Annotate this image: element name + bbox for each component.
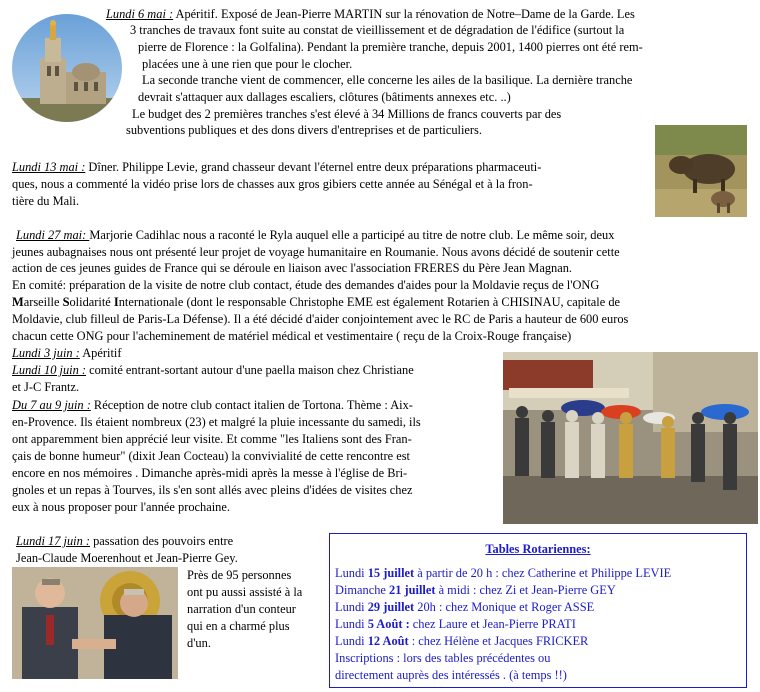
section-10-juin-line-1: Lundi 10 juin : comité entrant-sortant autour d'une paella maison chez Christiane (12, 363, 414, 377)
section-13-mai-line-1: Lundi 13 mai : Dîner. Philippe Levie, grand chasseur devant l'éternel entre deux préparations pharmaceuti- (12, 160, 542, 174)
tables-rotariennes-title: Tables Rotariennes: (485, 542, 591, 556)
section-13-mai-line-3: tière du Mali. (12, 194, 80, 208)
section-3-juin-date: Lundi 3 juin : (12, 346, 80, 360)
section-7-9-juin-line-7: eux à nous proposer pour l'année prochaine. (12, 500, 230, 514)
tables-footer-line-1: Inscriptions : lors des tables précédentes ou (335, 651, 551, 665)
street-group-photo (503, 352, 758, 524)
table-entry: Lundi 12 Août : chez Hélène et Jacques FRICKER (335, 634, 589, 648)
section-7-9-juin-line-5: encore en nos mémoires . Dimanche après-midi après la messe à l'église de Bri- (12, 466, 408, 480)
section-6-mai-line-3: pierre de Florence : la Golfalina). Pendant la première tranche, depuis 2001, 1400 pierres ont été rem- (138, 40, 643, 54)
section-27-mai-line-6: Moldavie, club filleul de Paris-La Défense). Il a été décidé d'aider conjointement avec le RC de Paris a hauteur de 600 euros (12, 312, 629, 326)
section-7-9-juin-line-3: ont apparemment bien apprécié leur visite. Et comme "les Italiens sont des Fran- (12, 432, 412, 446)
section-6-mai-line-8: subventions publiques et des dons divers d'entreprises et de particuliers. (126, 123, 482, 137)
table-entry: Lundi 5 Août : chez Laure et Jean-Pierre PRATI (335, 617, 576, 631)
section-13-mai-line-2: ques, nous a commenté la vidéo prise lors de chasses aux gros gibiers cette année au Sénégal et à la fron- (12, 177, 533, 191)
table-entry: Lundi 15 juillet à partir de 20 h : chez Catherine et Philippe LEVIE (335, 566, 672, 580)
section-7-9-juin-line-1: Du 7 au 9 juin : Réception de notre club contact italien de Tortona. Thème : Aix- (12, 398, 413, 412)
tables-footer-line-2: directement auprès des intéressés . (à temps !!) (335, 668, 567, 682)
section-27-mai-date: Lundi 27 mai: (16, 228, 90, 242)
section-17-juin-line-1: Lundi 17 juin : passation des pouvoirs entre (16, 534, 234, 548)
section-17-juin-line-6: qui en a charmé plus (187, 619, 290, 633)
section-27-mai-line-7: chacun cette ONG pour l'acheminement de matériel médical et vestimentaire ( reçu de la Croix-Rouge française) (12, 329, 572, 343)
section-27-mai-line-1: Lundi 27 mai: Marjorie Cadihlac nous a raconté le Ryla auquel elle a participé au titre de notre club. Le même soir, deux (16, 228, 615, 242)
boar-photo (655, 125, 747, 217)
section-6-mai-line-7: Le budget des 2 premières tranches s'est élevé à 34 Millions de francs couverts par des (132, 107, 562, 121)
section-17-juin-line-7: d'un. (187, 636, 211, 650)
section-17-juin-line-4: ont pu aussi assisté à la (187, 585, 303, 599)
table-entry: Lundi 29 juillet 20h : chez Monique et Roger ASSE (335, 600, 595, 614)
section-27-mai-line-2: jeunes aubagnaises nous ont présenté leur projet de voyage humanitaire en Roumanie. Nous avons décidé de soutenir cette (12, 245, 620, 259)
basilica-photo (12, 14, 122, 122)
section-6-mai-date: Lundi 6 mai : (106, 7, 174, 21)
section-17-juin-line-2: Jean-Claude Moerenhout et Jean-Pierre Gey. (16, 551, 238, 565)
section-17-juin-line-3: Près de 95 personnes (187, 568, 292, 582)
section-7-9-juin-line-4: çais de bonne humeur" (dixit Jean Cocteau) la convivialité de cette rencontre est (12, 449, 410, 463)
section-6-mai-line-2: 3 tranches de travaux font suite au constat de vieillissement et de dégradation de l'édifice (surtout la (130, 23, 625, 37)
section-27-mai-line-4: En comité: préparation de la visite de notre club contact, étude des demandes d'aides pour la Moldavie reçus de l'ONG (12, 278, 600, 292)
section-27-mai-line-5: Marseille Solidarité Internationale (dont le responsable Christophe EME est également Rotarien à CHISINAU, capitale de (12, 295, 621, 309)
section-6-mai-line-4: placées une à une rien que pour le clocher. (142, 57, 353, 71)
table-entry: Dimanche 21 juillet à midi : chez Zi et Jean-Pierre GEY (335, 583, 616, 597)
section-6-mai-line-6: devrait s'attaquer aux dallages escaliers, clôtures (bâtiments annexes etc. ..) (138, 90, 511, 104)
section-6-mai-line-1: Lundi 6 mai : Apéritif. Exposé de Jean-Pierre MARTIN sur la rénovation de Notre–Dame de la Garde. Les (106, 7, 635, 21)
section-3-juin: Lundi 3 juin : Apéritif (12, 346, 122, 360)
section-17-juin-line-5: narration d'un conteur (187, 602, 296, 616)
section-7-9-juin-line-2: en-Provence. Ils étaient nombreux (23) et malgré la pluie incessante du samedi, ils (12, 415, 421, 429)
section-17-juin-date: Lundi 17 juin : (16, 534, 91, 548)
section-6-mai-line-5: La seconde tranche vient de commencer, elle concerne les ailes de la basilique. La dernière tranche (142, 73, 633, 87)
section-27-mai-line-3: action de ces jeunes guides de France qui se déroule en liaison avec l'association FRERES du Père Jean Magnan. (12, 261, 572, 275)
section-10-juin-date: Lundi 10 juin : (12, 363, 87, 377)
tables-rotariennes-box (329, 533, 747, 688)
section-7-9-juin-line-6: gnoles et un repas à Tourves, ils s'en sont allés avec pleins d'idées de visites chez (12, 483, 413, 497)
section-10-juin-line-2: et J-C Frantz. (12, 380, 80, 394)
handshake-photo (12, 567, 178, 679)
section-7-9-juin-date: Du 7 au 9 juin : (12, 398, 91, 412)
section-13-mai-date: Lundi 13 mai : (12, 160, 86, 174)
